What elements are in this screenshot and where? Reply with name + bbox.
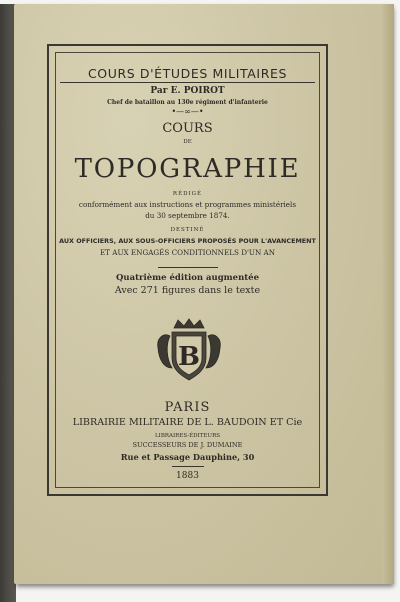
redige-label: RÉDIGÉ (172, 191, 203, 197)
destine-label: DESTINÉ (170, 227, 205, 233)
main-title: TOPOGRAPHIE (74, 154, 301, 184)
ornament: •—∞—• (171, 107, 204, 116)
successors: SUCCESSEURS DE J. DUMAINE (132, 441, 243, 449)
edition-rule (158, 267, 218, 268)
author-role: Chef de bataillon au 130e régiment d'infanterie (107, 99, 268, 106)
figures-line: Avec 271 figures dans le texte (114, 285, 261, 296)
audience-line-1: AUX OFFICIERS, AUX SOUS-OFFICIERS PROPOSÉS POUR L'AVANCEMENT (59, 237, 316, 245)
emblem-letter: B (178, 342, 200, 372)
year-rule (172, 466, 204, 467)
conformement-line-1: conformément aux instructions et programmes ministériels (78, 200, 297, 209)
title-cours: COURS (162, 121, 213, 136)
series-rule (60, 82, 315, 83)
title-de: DE (183, 139, 192, 145)
publisher-note: LIBRAIRES-ÉDITEURS (155, 433, 220, 439)
author-prefix: Par (150, 86, 168, 96)
year: 1883 (176, 471, 199, 481)
author-line (55, 86, 320, 96)
address: Rue et Passage Dauphine, 30 (120, 452, 255, 462)
author-name: E. POIROT (170, 86, 225, 96)
cover-edge (382, 4, 394, 584)
edition-line: Quatrième édition augmentée (116, 273, 259, 283)
city: PARIS (164, 400, 211, 415)
audience-line-2: ET AUX ENGAGÉS CONDITIONNELS D'UN AN (99, 248, 276, 257)
series-title: COURS D'ÉTUDES MILITAIRES (87, 66, 288, 81)
publisher-emblem-icon (154, 318, 224, 384)
publisher-name: LIBRAIRIE MILITAIRE DE L. BAUDOIN ET Cie (72, 417, 303, 428)
conformement-line-2: du 30 septembre 1874. (145, 211, 230, 220)
